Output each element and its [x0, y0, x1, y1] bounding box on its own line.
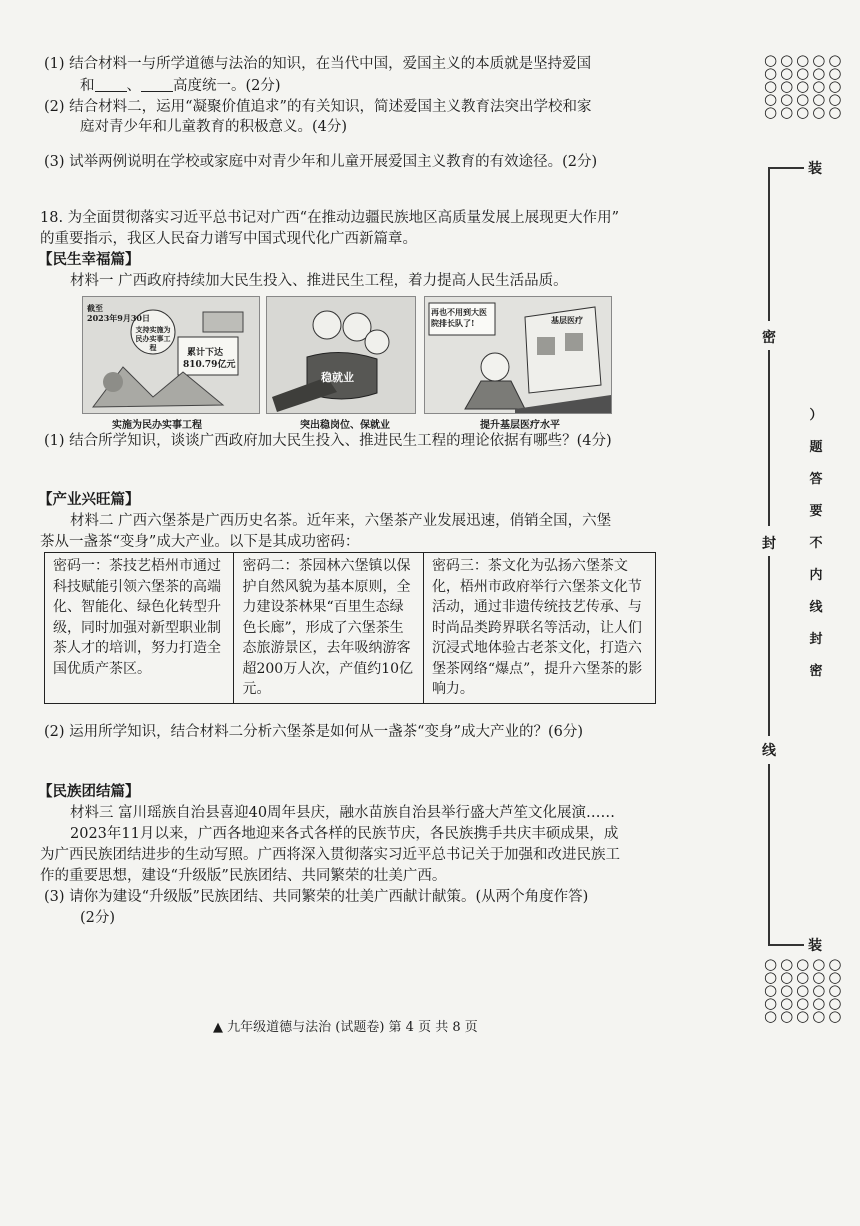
panel1-sign-amount: 810.79亿元: [183, 360, 236, 370]
q18-question-3-line2: (2分): [80, 910, 116, 926]
binding-label-xian: 线: [762, 743, 776, 759]
q18-question-1: (1) 结合所学知识，谈谈广西政府加大民生投入、推进民生工程的理论依据有哪些？(4分): [44, 433, 612, 449]
code-cell-3: 密码三：茶文化为弘扬六堡茶文化，梧州市政府举行六堡茶文化节活动，通过非遗传统技艺传承、与时尚品类跨界联名等活动，让人们沉浸式地体验古老茶文化，打造六堡茶网络“爆点”，提升六堡茶的影响力。: [423, 553, 655, 704]
q17-item1-line2: [80, 76, 281, 96]
panel1-date: 2023年9月30日: [87, 313, 150, 323]
material-2-line2: 茶从一盏茶“变身”成大产业。以下是其成功密码：: [40, 534, 360, 550]
q17-item3: (3) 试举两例说明在学校或家庭中对青少年和儿童开展爱国主义教育的有效途径。(2分): [44, 154, 598, 170]
binding-label-mi: 密: [762, 330, 776, 346]
section-title-unity: 【民族团结篇】: [38, 783, 140, 800]
panel2-label: 稳就业: [321, 371, 354, 384]
q17-item1-prefix: 和: [80, 78, 95, 94]
notice-char: 封: [809, 632, 823, 647]
panel3-caption: 提升基层医疗水平: [480, 420, 560, 431]
binding-line-4: [768, 764, 770, 944]
comic-illustration-2: [267, 297, 415, 413]
table-row: [45, 553, 656, 704]
material-3-line2: 2023年11月以来，广西各地迎来各式各样的民族节庆，各民族携手共庆丰硕成果，成: [70, 826, 619, 842]
q18-intro-line2: 的重要指示，我区人民奋力谱写中国式现代化广西新篇章。: [40, 231, 417, 247]
comic-panel-3: [424, 296, 612, 414]
q17-item2-line2: 庭对青少年和儿童教育的积极意义。(4分): [80, 119, 348, 135]
material-3-line1: 材料三 富川瑶族自治县喜迎40周年县庆，融水苗族自治县举行盛大芦笙文化展演……: [70, 805, 616, 821]
binding-holes-bottom: ○○○○○ ○○○○○ ○○○○○ ○○○○○ ○○○○○: [764, 955, 845, 1025]
binding-notice: [808, 400, 824, 688]
notice-char: 密: [809, 664, 823, 679]
notice-char: 要: [809, 504, 823, 519]
panel3-bubble: 再也不用到大医院排长队了!: [431, 307, 487, 328]
binding-holes-top: ○○○○○ ○○○○○ ○○○○○ ○○○○○ ○○○○○: [764, 51, 845, 121]
code-cell-1: 密码一：茶技艺梧州市通过科技赋能引领六堡茶的高端化、智能化、绿色化转型升级，同时加强对新型职业制茶人才的培训，努力打造全国优质产茶区。: [45, 553, 234, 704]
section-title-industry: 【产业兴旺篇】: [38, 491, 140, 508]
notice-char: 不: [809, 536, 823, 551]
q17-item2-line1: (2) 结合材料二，运用“凝聚价值追求”的有关知识，简述爱国主义教育法突出学校和家: [44, 99, 592, 115]
answer-blank-2[interactable]: [141, 77, 173, 92]
success-codes-table: [44, 552, 656, 704]
panel3-sign: 基层医疗: [551, 315, 583, 325]
panel1-sign-label: 累计下达: [187, 348, 224, 358]
q17-item1-line1: (1) 结合材料一与所学道德与法治的知识，在当代中国，爱国主义的本质就是坚持爱国: [44, 56, 592, 72]
comic-panel-2: [266, 296, 416, 414]
section-title-livelihood: 【民生幸福篇】: [38, 251, 140, 268]
notice-char: 内: [809, 568, 823, 583]
notice-char: ）: [809, 408, 823, 423]
notice-char: 题: [809, 440, 823, 455]
page-footer: ▲ 九年级道德与法治 (试题卷) 第 4 页 共 8 页: [213, 1020, 478, 1035]
panel2-caption: 突出稳岗位、保就业: [300, 420, 390, 431]
binding-line-3: [768, 556, 770, 736]
binding-label-feng: 封: [762, 536, 776, 552]
material-1: 材料一 广西政府持续加大民生投入、推进民生工程，着力提高人民生活品质。: [70, 273, 568, 289]
panel1-bubble: 支持实施为民办实事工程: [135, 325, 171, 352]
binding-label-top: 装: [808, 161, 822, 177]
panel1-caption: 实施为民办实事工程: [112, 420, 202, 431]
q17-item1-mid: 、: [126, 78, 141, 94]
material-3-line3: 为广西民族团结进步的生动写照。广西将深入贯彻落实习近平总书记关于加强和改进民族工: [40, 847, 620, 863]
code-cell-2: 密码二：茶园林六堡镇以保护自然风貌为基本原则，全力建设茶林果“百里生态绿色长廊”，形成了六堡茶生态旅游景区，去年吸纳游客超200万人次，产值约10亿元。: [234, 553, 423, 704]
notice-char: 答: [809, 472, 823, 487]
binding-rule-bottom: [768, 944, 804, 946]
binding-line-1: [768, 167, 770, 321]
comic-panel-1: [82, 296, 260, 414]
material-3-line4: 作的重要思想，建设“升级版”民族团结、共同繁荣的壮美广西。: [40, 868, 447, 884]
q18-question-3-line1: (3) 请你为建设“升级版”民族团结、共同繁荣的壮美广西献计献策。(从两个角度作答): [44, 889, 589, 905]
q18-question-2: (2) 运用所学知识，结合材料二分析六堡茶是如何从一盏茶“变身”成大产业的？(6分): [44, 724, 584, 740]
q17-item1-suffix: 高度统一。(2分): [173, 78, 281, 94]
answer-blank-1[interactable]: [95, 77, 127, 92]
notice-char: 线: [809, 600, 823, 615]
binding-line-2: [768, 350, 770, 526]
binding-label-bottom: 装: [808, 938, 822, 954]
q18-intro-line1: 18. 为全面贯彻落实习近平总书记对广西“在推动边疆民族地区高质量发展上展现更大作用”: [40, 210, 619, 226]
panel1-date-label: 截至: [87, 303, 103, 313]
binding-rule-top: [768, 167, 804, 169]
material-2-line1: 材料二 广西六堡茶是广西历史名茶。近年来，六堡茶产业发展迅速，俏销全国，六堡: [70, 513, 612, 529]
